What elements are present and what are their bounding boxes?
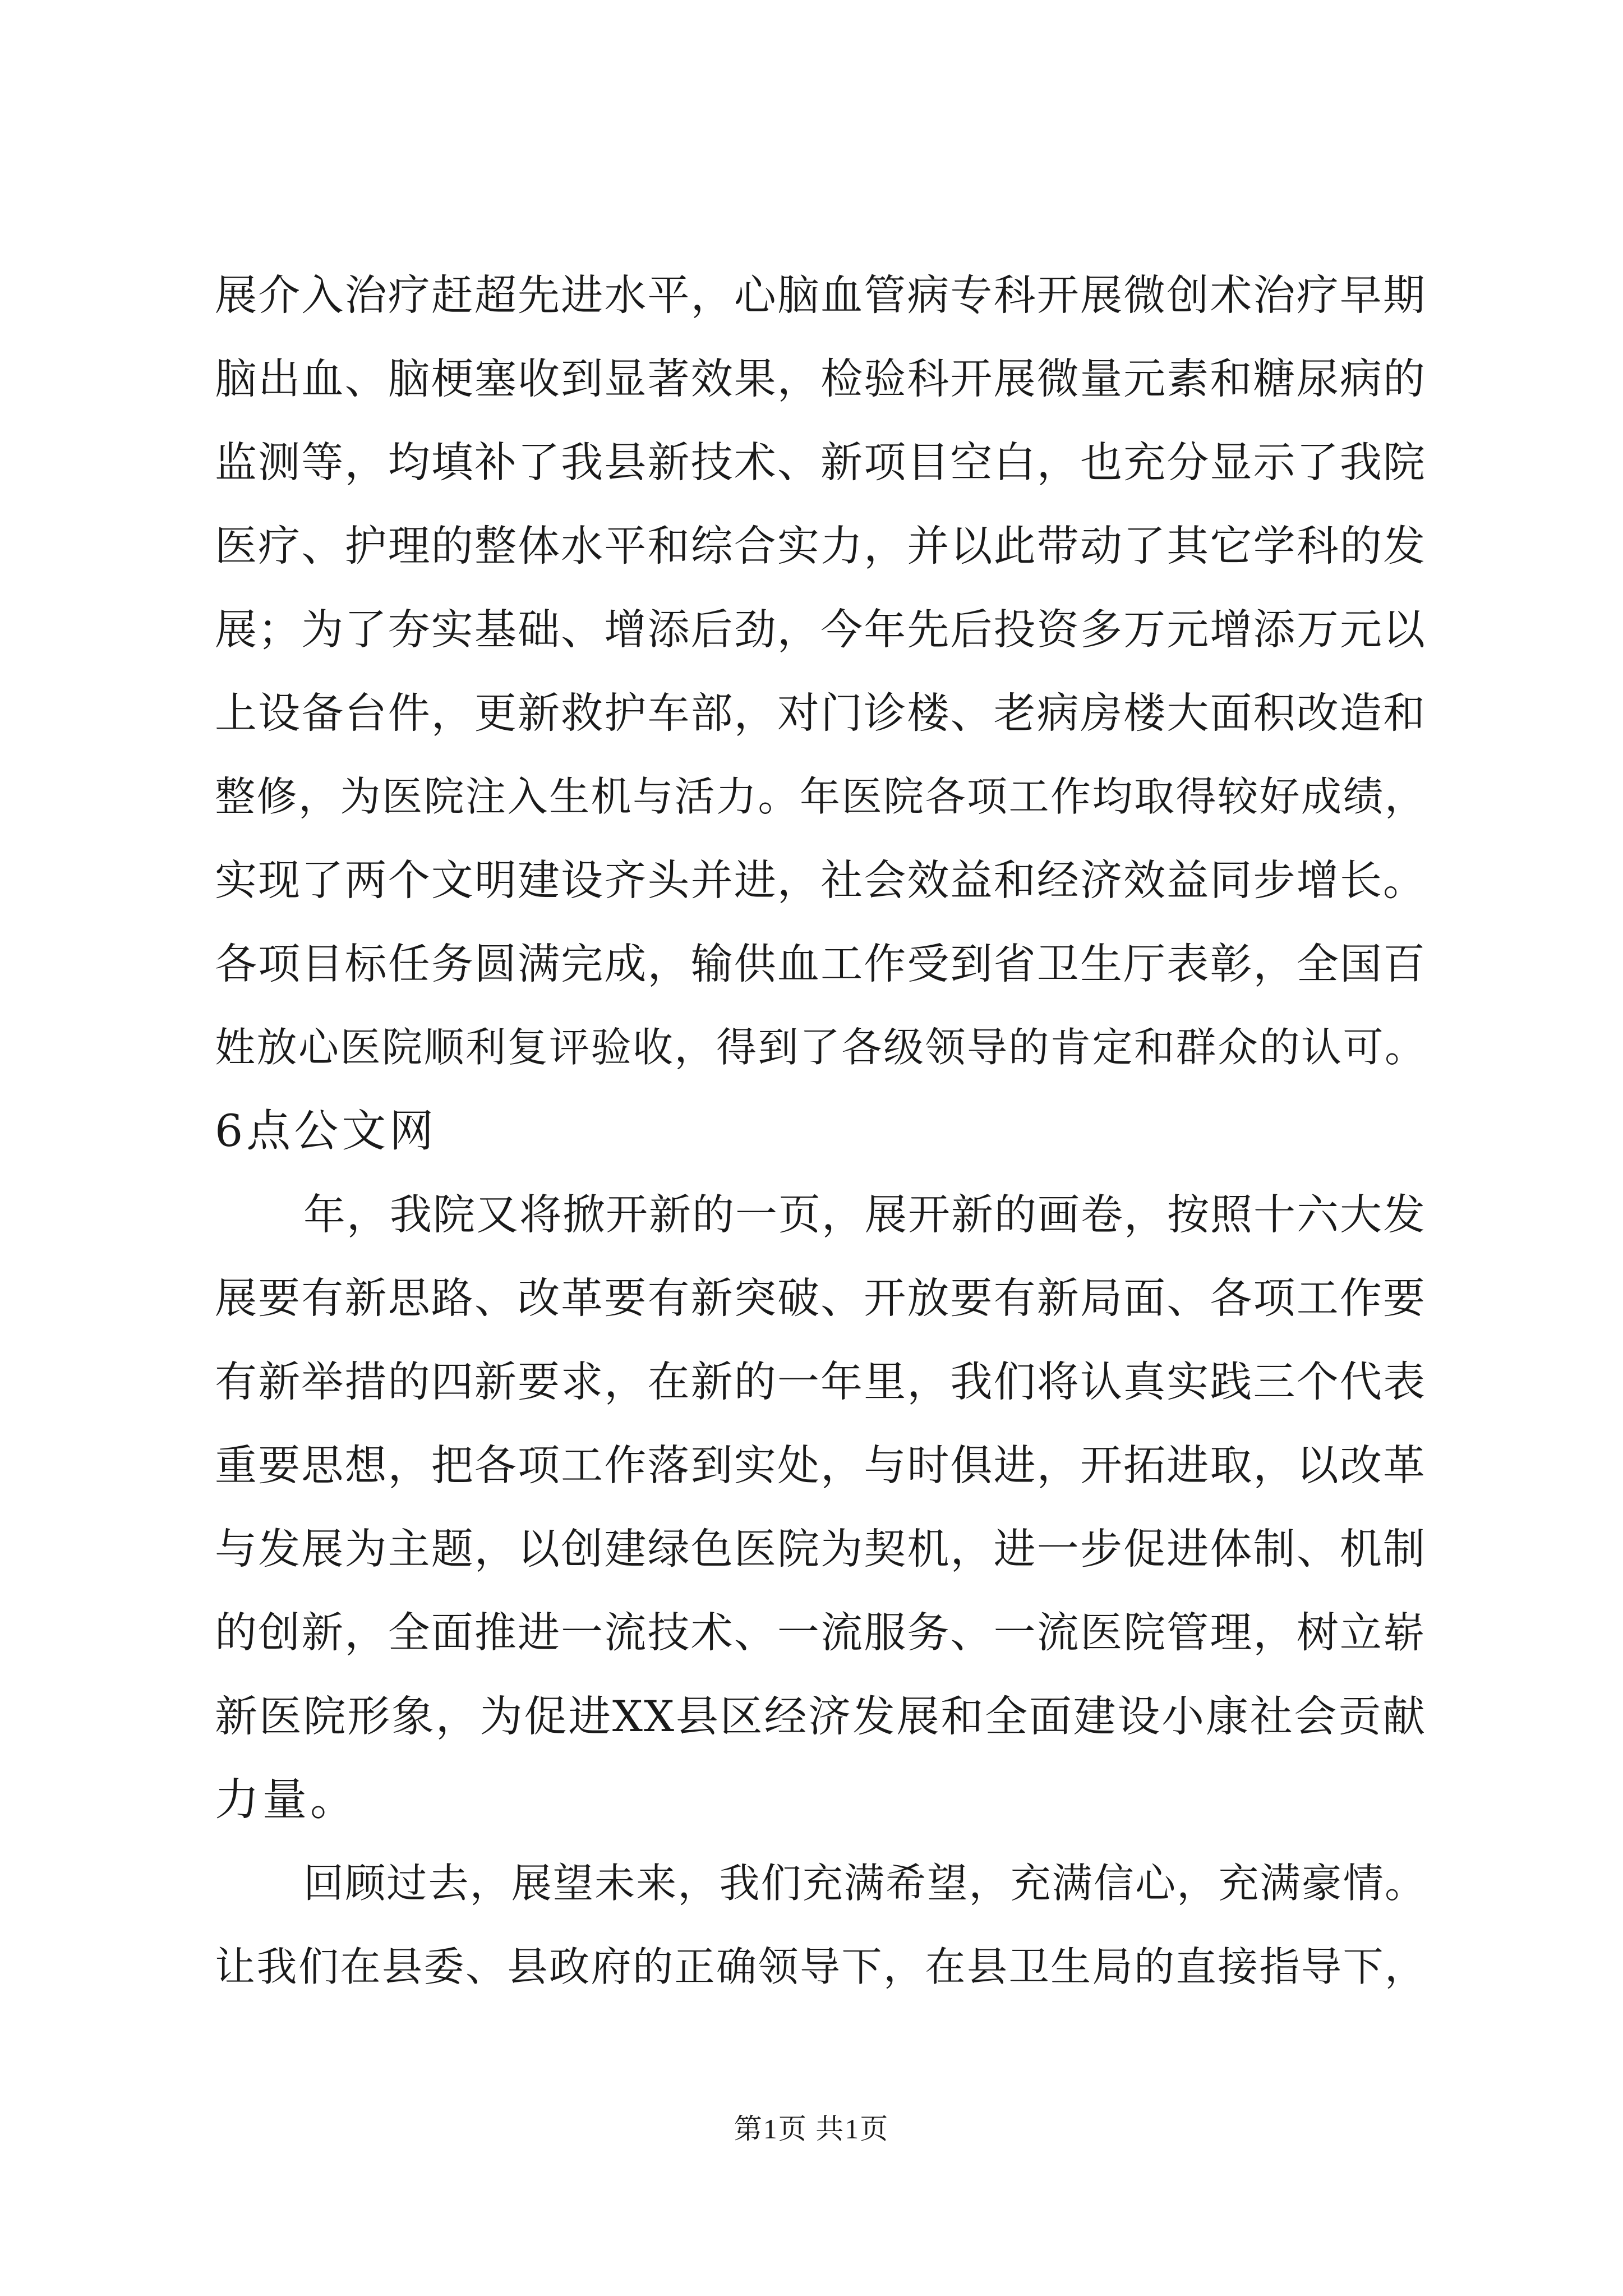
text-line: 监测等，均填补了我县新技术、新项目空白，也充分显示了我院 (215, 438, 1426, 487)
text-line: 展介入治疗赶超先进水平，心脑血管病专科开展微创术治疗早期 (215, 270, 1426, 320)
paragraph-first-line: 回顾过去，展望未来，我们充满希望，充满信心，充满豪情。 (303, 1860, 1426, 1907)
page-footer: 第1页 共1页 (734, 2113, 889, 2145)
text-line: 力量。 (215, 1774, 358, 1825)
text-line: 6点公文网 (215, 1105, 437, 1157)
text-line: 脑出血、脑梗塞收到显著效果，检验科开展微量元素和糖尿病的 (215, 354, 1426, 403)
paragraph-first-line: 年，我院又将掀开新的一页，展开新的画卷，按照十六大发 (303, 1190, 1427, 1239)
text-line: 让我们在县委、县政府的正确领导下，在县卫生局的直接指导下， (215, 1943, 1426, 1990)
text-line: 姓放心医院顺利复评验收，得到了各级领导的肯定和群众的认可。 (215, 1024, 1426, 1071)
text-line: 重要思想，把各项工作落到实处，与时俱进，开拓进取，以改革 (215, 1441, 1426, 1490)
text-line: 各项目标任务圆满完成，输供血工作受到省卫生厅表彰，全国百 (215, 939, 1426, 988)
text-line: 与发展为主题，以创建绿色医院为契机，进一步促进体制、机制 (215, 1524, 1426, 1573)
text-line: 有新举措的四新要求，在新的一年里，我们将认真实践三个代表 (215, 1357, 1426, 1406)
text-line: 实现了两个文明建设齐头并进，社会效益和经济效益同步增长。 (215, 855, 1426, 905)
text-line: 上设备台件，更新救护车部，对门诊楼、老病房楼大面积改造和 (215, 688, 1426, 738)
text-line: 整修，为医院注入生机与活力。年医院各项工作均取得较好成绩， (215, 773, 1426, 820)
text-line: 新医院形象，为促进XX县区经济发展和全面建设小康社会贡献 (215, 1691, 1426, 1741)
text-line: 展要有新思路、改革要有新突破、开放要有新局面、各项工作要 (215, 1273, 1426, 1323)
text-line: 的创新，全面推进一流技术、一流服务、一流医院管理，树立崭 (215, 1608, 1426, 1657)
text-line: 医疗、护理的整体水平和综合实力，并以此带动了其它学科的发 (215, 521, 1426, 570)
document-body (215, 254, 1426, 2009)
text-line: 展；为了夯实基础、增添后劲，今年先后投资多万元增添万元以 (215, 605, 1426, 654)
